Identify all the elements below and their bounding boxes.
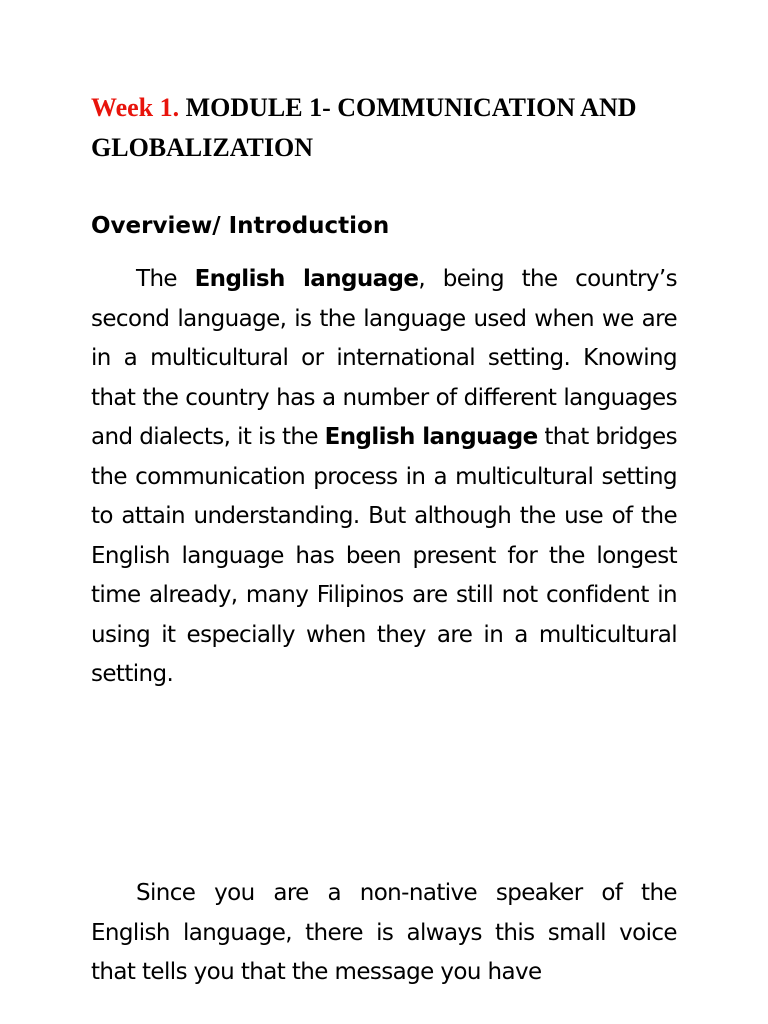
intro-paragraph-1 (91, 260, 677, 695)
para1-tail: that bridges the communication process in a multicultural setting to attain understanding. But although the use of the English language has been present for the longest time already, many Filipinos are still not confident in using it especially when they are in a multicultural setting. (91, 424, 677, 687)
week-label: Week 1. (91, 93, 180, 122)
module-title: MODULE 1- COMMUNICATION AND GLOBALIZATION (91, 93, 637, 162)
intro-paragraph-2: Since you are a non-native speaker of the English language, there is always this small voice that tells you that the message you have (91, 880, 677, 985)
para1-term-english-language-2: English language (324, 424, 538, 450)
document-page (91, 88, 677, 985)
module-heading (91, 88, 677, 168)
para1-term-english-language: English language (194, 266, 419, 292)
para1-lead: The (136, 266, 195, 292)
para1-mid: , being the country’s second language, is the language used when we are in a multicultural or international setting. Knowing that the country has a number of different languages and dialects, it is the (91, 266, 677, 450)
section-title: Overview/ Introduction (91, 213, 390, 239)
